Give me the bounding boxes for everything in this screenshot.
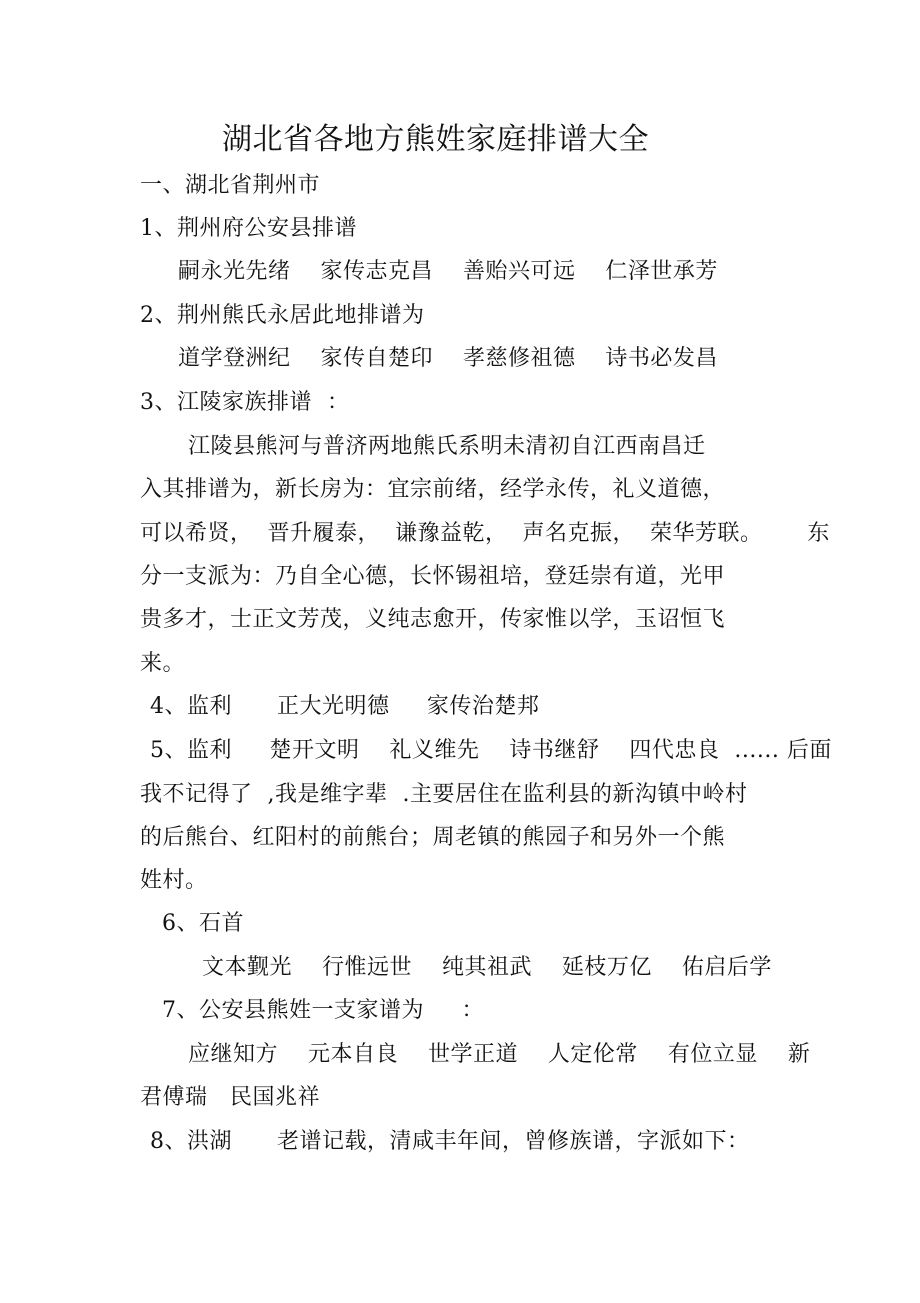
item-3-line-4: 分一支派为：乃自全心德，长怀锡祖培，登廷崇有道，光甲 <box>140 564 726 589</box>
item-3-heading: 3、江陵家族排谱 ： <box>140 390 350 415</box>
item-3-line-6: 来。 <box>140 651 186 676</box>
item-5-heading: 5、监利 楚开文明 礼义维先 诗书继舒 四代忠良 ...... 后面 <box>150 738 832 763</box>
item-6-line-1: 文本觐光 行惟远世 纯其祖武 延枝万亿 佑启后学 <box>202 955 772 980</box>
item-5-line-2: 的后熊台、红阳村的前熊台；周老镇的熊园子和另外一个熊 <box>140 825 726 850</box>
item-5-line-1: 我不记得了 ,我是维字辈 .主要居住在监利县的新沟镇中岭村 <box>140 782 748 807</box>
item-3-line-5: 贵多才，士正文芳茂，义纯志愈开，传家惟以学，玉诏恒飞 <box>140 607 726 632</box>
item-1-line-1: 嗣永光先绪 家传志克昌 善贻兴可远 仁泽世承芳 <box>178 259 718 284</box>
item-8-heading: 8、洪湖 老谱记载，清咸丰年间，曾修族谱，字派如下： <box>150 1129 750 1154</box>
document-title: 湖北省各地方熊姓家庭排谱大全 <box>222 122 649 157</box>
item-3-line-2: 入其排谱为，新长房为：宜宗前绪，经学永传，礼义道德， <box>140 477 726 502</box>
item-3-line-3: 可以希贤， 晋升履泰， 谦豫益乾， 声名克振， 荣华芳联。 东 <box>140 521 830 546</box>
item-7-line-1: 应继知方 元本自良 世学正道 人定伦常 有位立显 新 <box>188 1042 811 1067</box>
item-4-heading: 4、监利 正大光明德 家传治楚邦 <box>150 694 540 719</box>
item-7-heading: 7、公安县熊姓一支家谱为 ： <box>162 998 484 1023</box>
item-7-line-2: 君傅瑞 民国兆祥 <box>140 1085 320 1110</box>
item-6-heading: 6、石首 <box>162 911 244 936</box>
section-heading: 一、湖北省荆州市 <box>140 173 321 198</box>
item-1-heading: 1、荆州府公安县排谱 <box>140 216 357 241</box>
item-3-line-1: 江陵县熊河与普济两地熊氏系明未清初自江西南昌迁 <box>188 434 706 459</box>
item-2-line-1: 道学登洲纪 家传自楚印 孝慈修祖德 诗书必发昌 <box>178 346 718 371</box>
item-2-heading: 2、荆州熊氏永居此地排谱为 <box>140 303 425 328</box>
item-5-line-3: 姓村。 <box>140 868 208 893</box>
